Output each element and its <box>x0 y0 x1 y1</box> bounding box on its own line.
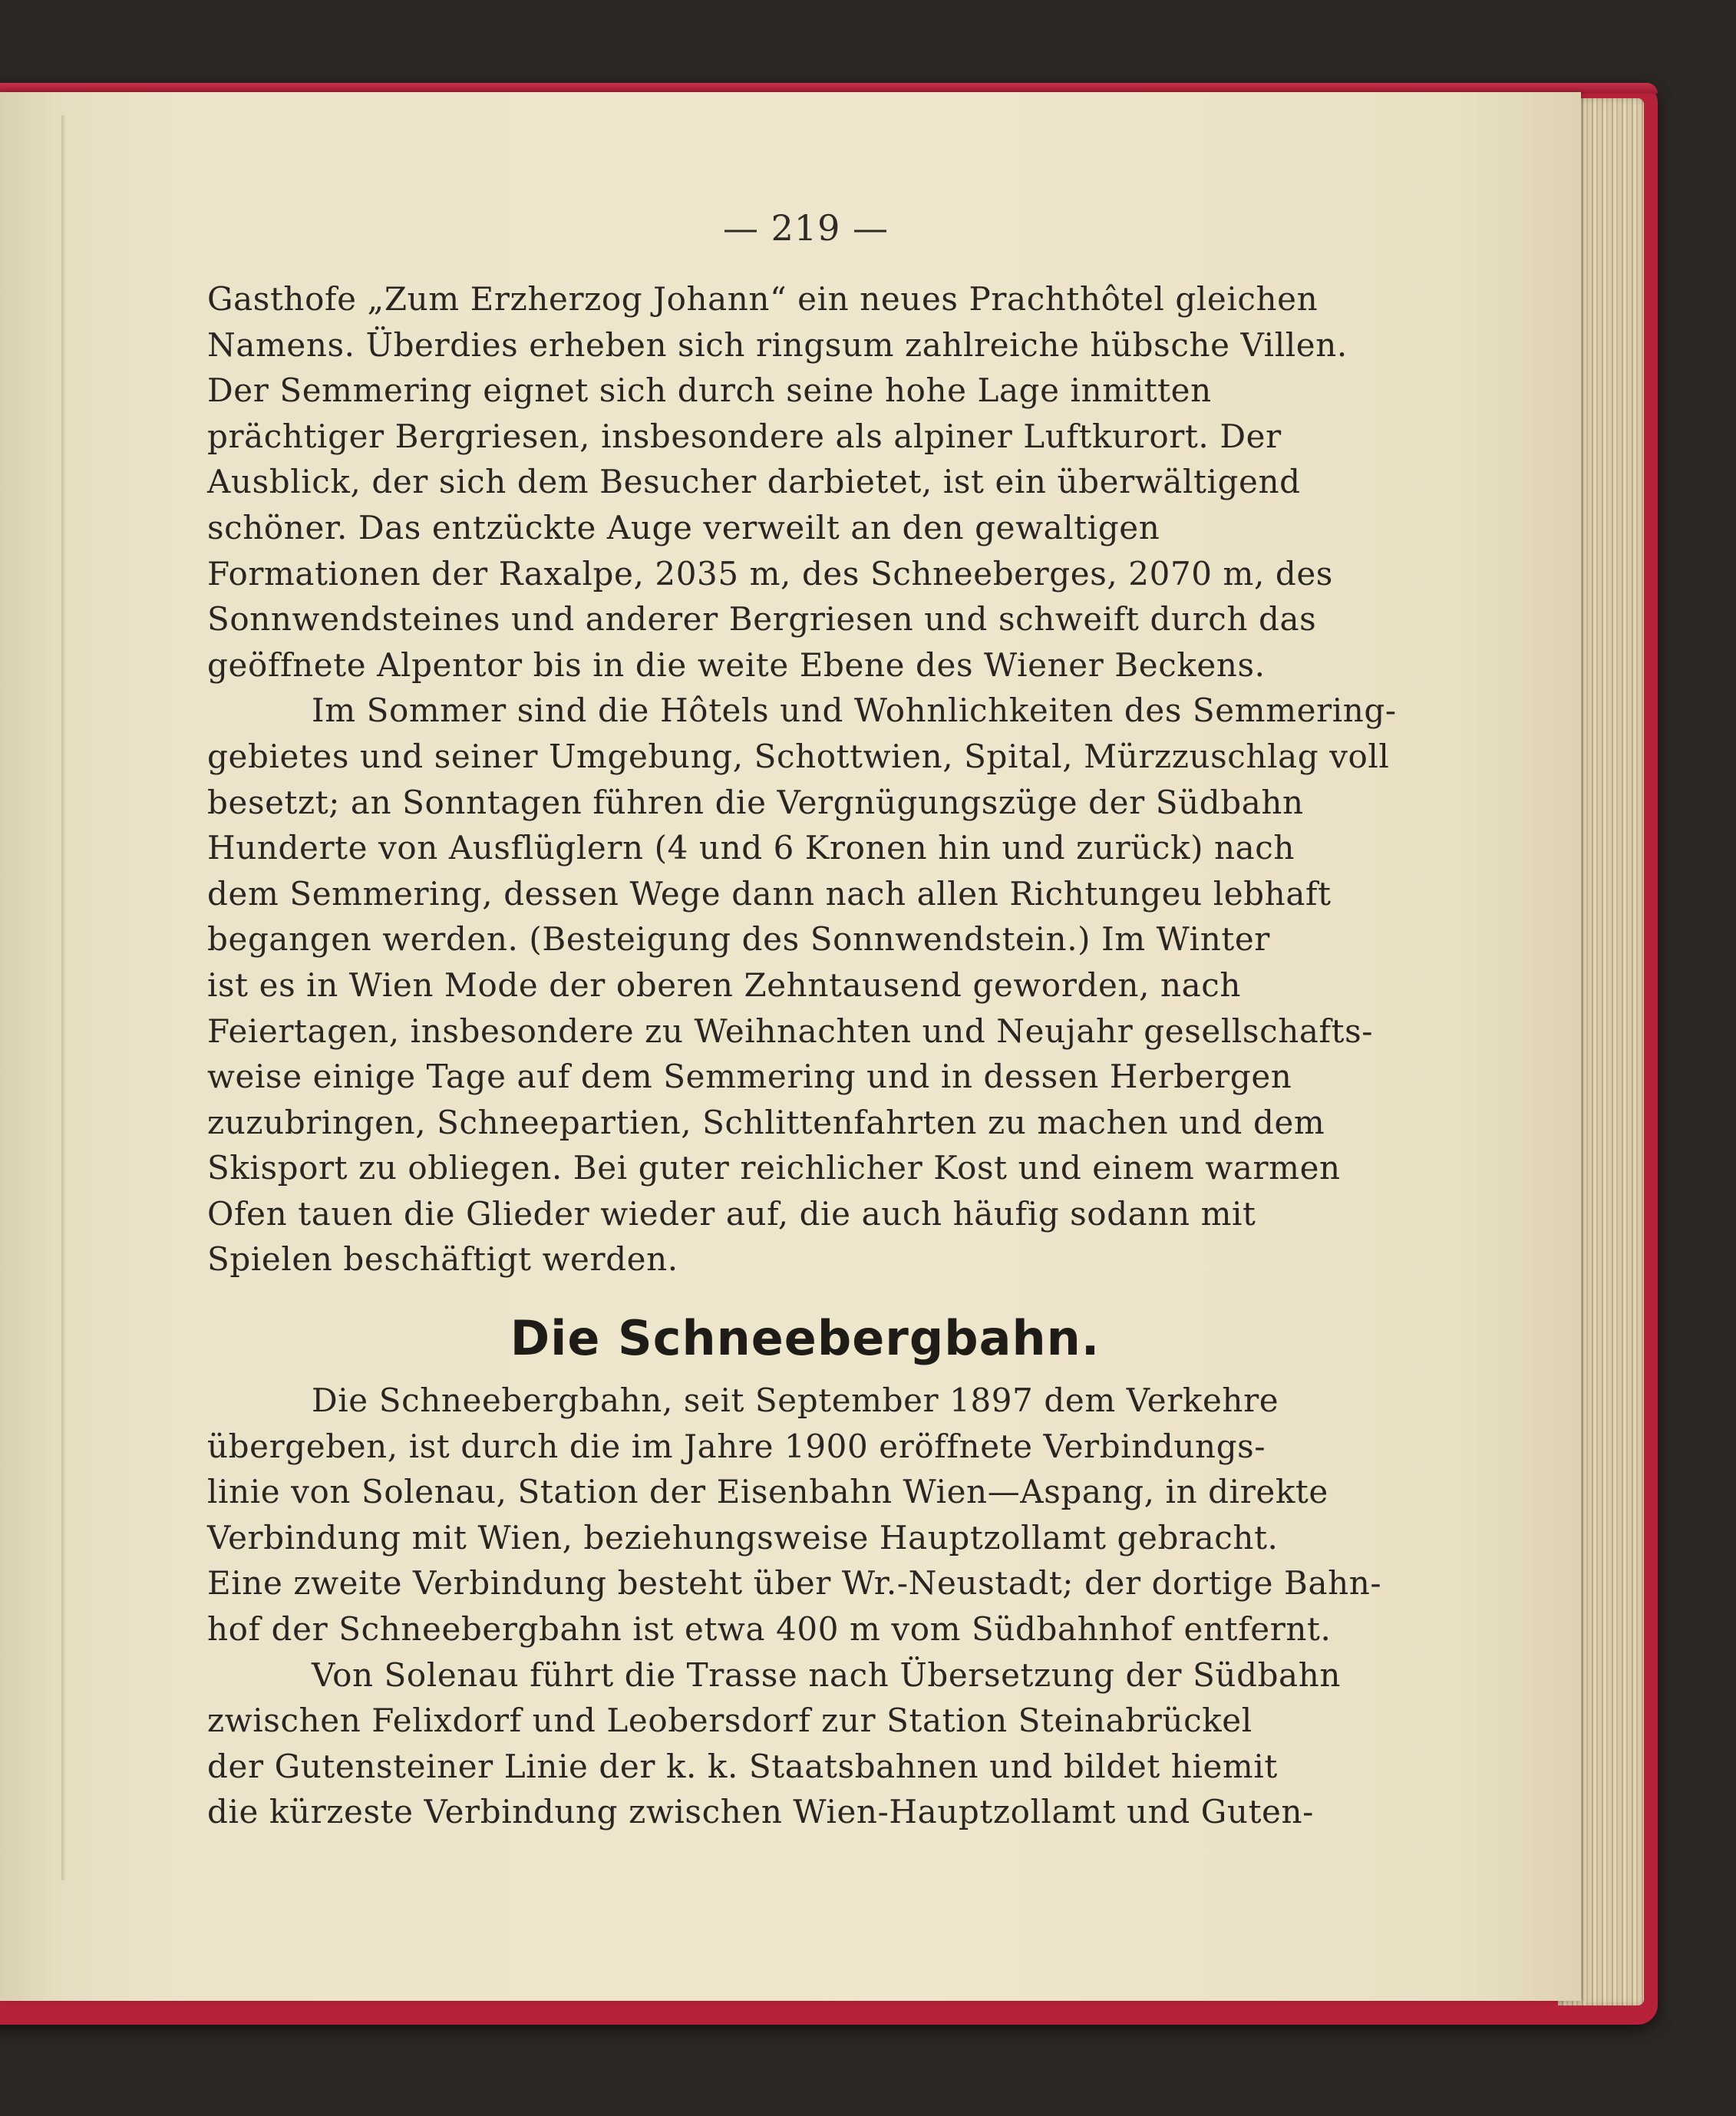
text-line: prächtiger Bergriesen, insbesondere als alpiner Luftkurort. Der <box>207 417 1282 455</box>
text-line: zwischen Felixdorf und Leobersdorf zur Station Steinabrückel <box>207 1702 1252 1740</box>
text-line: weise einige Tage auf dem Semmering und in dessen Herbergen <box>207 1058 1292 1096</box>
text-line: begangen werden. (Besteigung des Sonnwendstein.) Im Winter <box>207 920 1270 959</box>
text-line: besetzt; an Sonntagen führen die Vergnügungszüge der Südbahn <box>207 783 1304 821</box>
paragraph-1 <box>207 276 1403 688</box>
text-line: schöner. Das entzückte Auge verweilt an den gewaltigen <box>207 508 1160 546</box>
text-line: Spielen beschäftigt werden. <box>207 1240 678 1279</box>
text-line: übergeben, ist durch die im Jahre 1900 eröffnete Verbindungs- <box>207 1427 1266 1465</box>
text-line: die kürzeste Verbindung zwischen Wien-Hauptzollamt und Guten- <box>207 1793 1314 1831</box>
text-line: Verbindung mit Wien, beziehungsweise Hauptzollamt gebracht. <box>207 1518 1279 1556</box>
paragraph-3 <box>207 1378 1403 1652</box>
text-line: hof der Schneebergbahn ist etwa 400 m vom Südbahnhof entfernt. <box>207 1610 1332 1649</box>
text-line: Sonnwendsteines und anderer Bergriesen und schweift durch das <box>207 600 1317 639</box>
text-line: dem Semmering, dessen Wege dann nach allen Richtungeu lebhaft <box>207 874 1332 913</box>
text-line: der Gutensteiner Linie der k. k. Staatsbahnen und bildet hiemit <box>207 1747 1278 1785</box>
text-line: geöffnete Alpentor bis in die weite Ebene des Wiener Beckens. <box>207 645 1266 684</box>
text-line: Im Sommer sind die Hôtels und Wohnlichkeiten des Semmering- <box>312 692 1397 730</box>
text-line: Von Solenau führt die Trasse nach Übersetzung der Südbahn <box>312 1655 1341 1694</box>
text-line: Ausblick, der sich dem Besucher darbietet, ist ein überwältigend <box>207 463 1301 501</box>
text-line: zuzubringen, Schneepartien, Schlittenfahrten zu machen und dem <box>207 1103 1325 1141</box>
section-heading: Die Schneebergbahn. <box>510 1310 1101 1367</box>
text-line: Hunderte von Ausflüglern (4 und 6 Kronen hin und zurück) nach <box>207 829 1295 867</box>
paragraph-4 <box>207 1652 1403 1835</box>
paragraph-2 <box>207 688 1403 1282</box>
text-line: Formationen der Raxalpe, 2035 m, des Schneeberges, 2070 m, des <box>207 554 1333 593</box>
text-line: gebietes und seiner Umgebung, Schottwien, Spital, Mürzzuschlag voll <box>207 737 1390 775</box>
text-line: Eine zweite Verbindung besteht über Wr.-Neustadt; der dortige Bahn- <box>207 1564 1382 1603</box>
text-line: linie von Solenau, Station der Eisenbahn Wien—Aspang, in direkte <box>207 1473 1328 1511</box>
text-line: Gasthofe „Zum Erzherzog Johann“ ein neues Prachthôtel gleichen <box>207 280 1319 318</box>
text-line: Skisport zu obliegen. Bei guter reichlicher Kost und einem warmen <box>207 1149 1341 1187</box>
text-line: Feiertagen, insbesondere zu Weihnachten und Neujahr gesellschafts- <box>207 1012 1374 1050</box>
page-number: — 219 — <box>722 207 889 249</box>
text-line: ist es in Wien Mode der oberen Zehntausend geworden, nach <box>207 966 1242 1004</box>
page-text <box>207 276 1403 1835</box>
page-gutter <box>61 115 66 1880</box>
text-line: Der Semmering eignet sich durch seine hohe Lage inmitten <box>207 371 1212 410</box>
text-line: Die Schneebergbahn, seit September 1897 dem Verkehre <box>312 1382 1279 1420</box>
text-line: Ofen tauen die Glieder wieder auf, die auch häufig sodann mit <box>207 1194 1256 1233</box>
text-line: Namens. Überdies erheben sich ringsum zahlreiche hübsche Villen. <box>207 325 1348 364</box>
